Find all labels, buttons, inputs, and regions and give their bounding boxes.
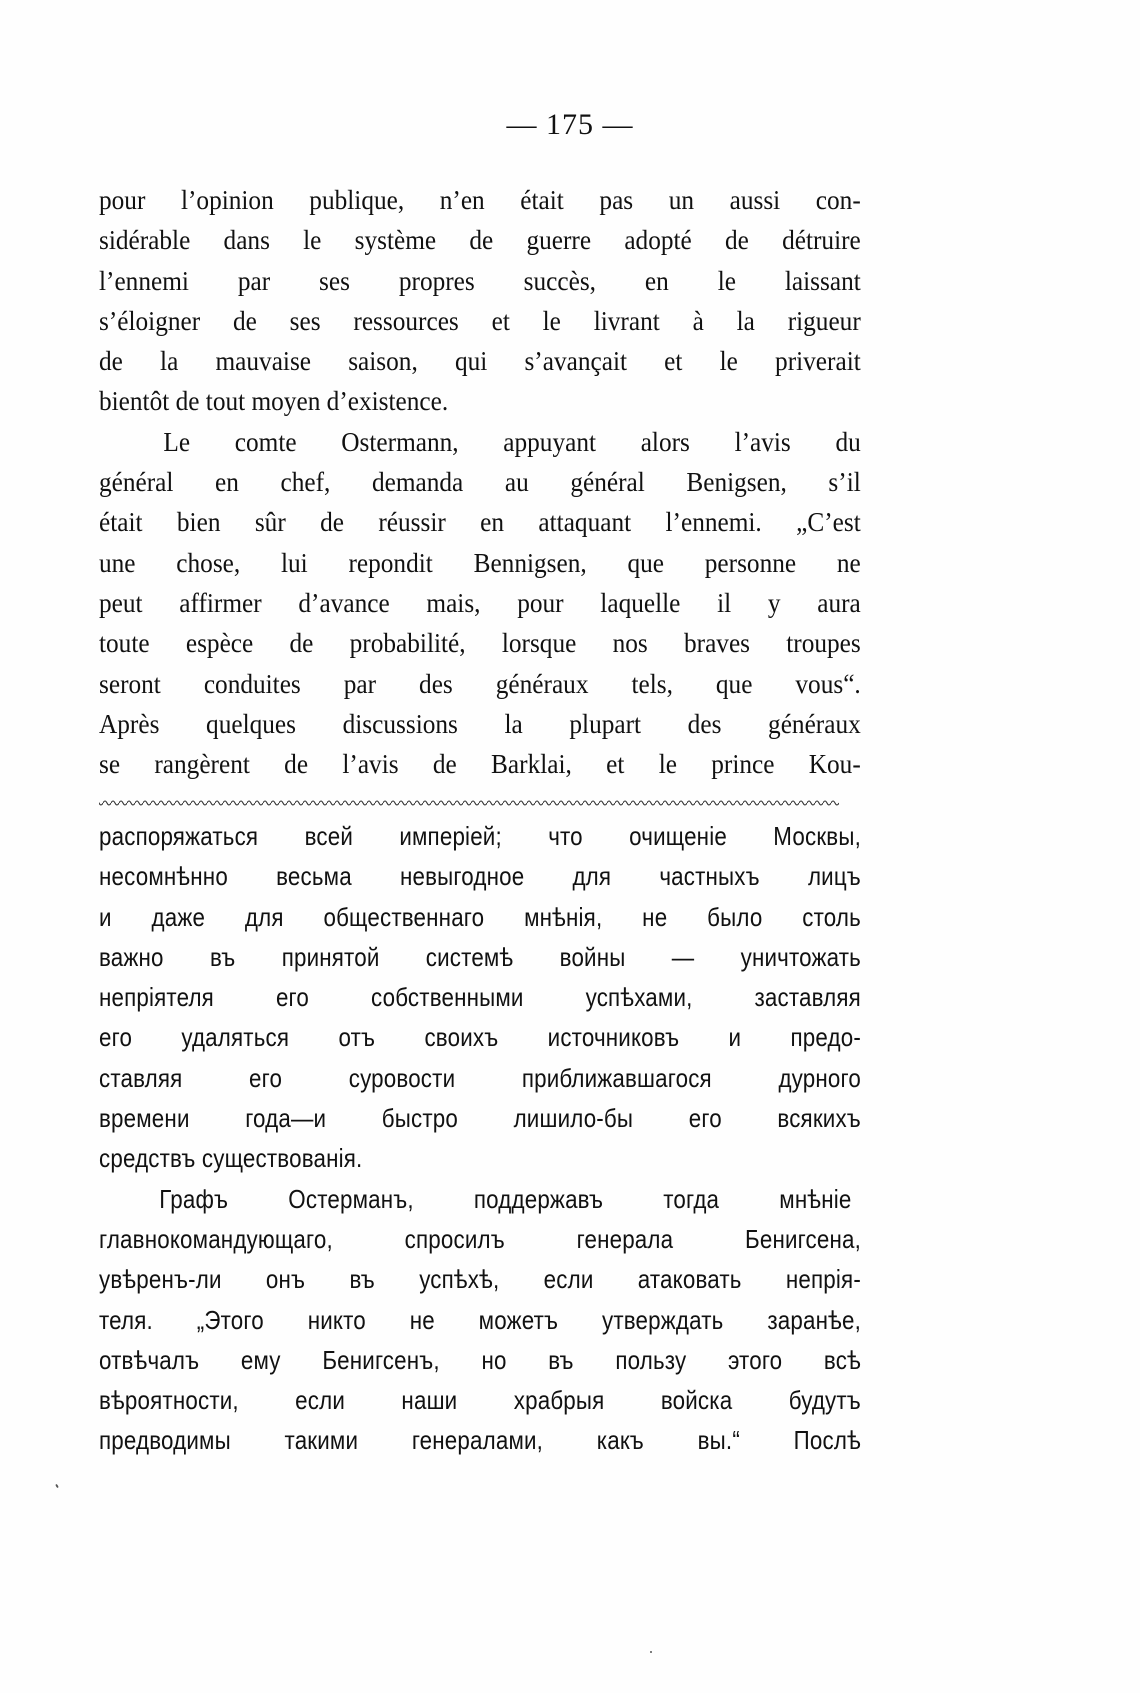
text-line: toute espèce de probabilité, lorsque nos braves troupes: [99, 627, 861, 659]
page-number: — 175 —: [506, 108, 634, 141]
text-line: l’ennemi par ses propres succès, en le laissant: [99, 264, 861, 296]
text-line: une chose, lui repondit Bennigsen, que personne ne: [99, 546, 861, 578]
text-line: bientôt de tout moyen d’existence.: [99, 385, 449, 417]
text-line: отвѣчалъ ему Бенигсенъ, но въ пользу этого всѣ: [99, 1344, 861, 1375]
wavy-separator-line: [95, 797, 870, 807]
scan-speck: [55, 1484, 59, 1488]
paragraph-start-line: Le comte Ostermann, appuyant alors l’avis du: [163, 425, 861, 457]
text-line: непрiятеля его собственными успѣхами, заставляя: [99, 982, 861, 1013]
text-line: теля. „Этого никто не можетъ утверждать заранѣе,: [99, 1304, 861, 1335]
text-line: важно въ принятой системѣ войны — уничтожать: [99, 941, 861, 972]
text-line: de la mauvaise saison, qui s’avançait et le priverait: [99, 345, 861, 377]
text-line: главнокомандующаго, спросилъ генерала Бенигсена,: [99, 1223, 861, 1254]
text-line: se rangèrent de l’avis de Barklai, et le prince Kou-: [99, 748, 861, 780]
text-line: était bien sûr de réussir en attaquant l’ennemi. „C’est: [99, 506, 861, 538]
russian-text-block: [99, 816, 861, 1461]
text-line: несомнѣнно весьма невыгодное для частныхъ лицъ: [99, 861, 861, 892]
text-line: распоряжаться всей имперiей; что очищенiе Москвы,: [99, 821, 861, 851]
text-line: предводимы такими генералами, какъ вы.“ Послѣ: [99, 1425, 861, 1456]
text-line: ставляя его суровости приближавшагося дурного: [99, 1062, 861, 1093]
text-line: времени года—и быстро лишило-бы его всякихъ: [99, 1103, 861, 1134]
text-line: peut affirmer d’avance mais, pour laquelle il y aura: [99, 586, 861, 618]
paragraph-start-line: Графъ Остерманъ, поддержавъ тогда мнѣнiе: [159, 1183, 852, 1214]
text-line: его удаляться отъ своихъ источниковъ и предо-: [99, 1022, 861, 1053]
text-line: pour l’opinion publique, n’en était pas un aussi con-: [99, 184, 861, 215]
text-line: sidérable dans le système de guerre adopté de détruire: [99, 224, 861, 256]
text-line: увѣренъ-ли онъ въ успѣхѣ, если атаковать непрiя-: [99, 1264, 861, 1295]
text-line: и даже для общественнаго мнѣнiя, не было столь: [99, 901, 861, 932]
text-line: s’éloigner de ses ressources et le livrant à la rigueur: [99, 304, 861, 336]
text-line: средствъ существованiя.: [99, 1143, 363, 1174]
text-line: вѣроятности, если наши храбрыя войска будутъ: [99, 1385, 861, 1416]
french-text-block: [99, 180, 861, 784]
scan-speck: [650, 1651, 652, 1653]
text-line: seront conduites par des généraux tels, que vous“.: [99, 667, 861, 699]
text-line: général en chef, demanda au général Benigsen, s’il: [99, 466, 861, 498]
text-line: Après quelques discussions la plupart des généraux: [99, 707, 861, 739]
